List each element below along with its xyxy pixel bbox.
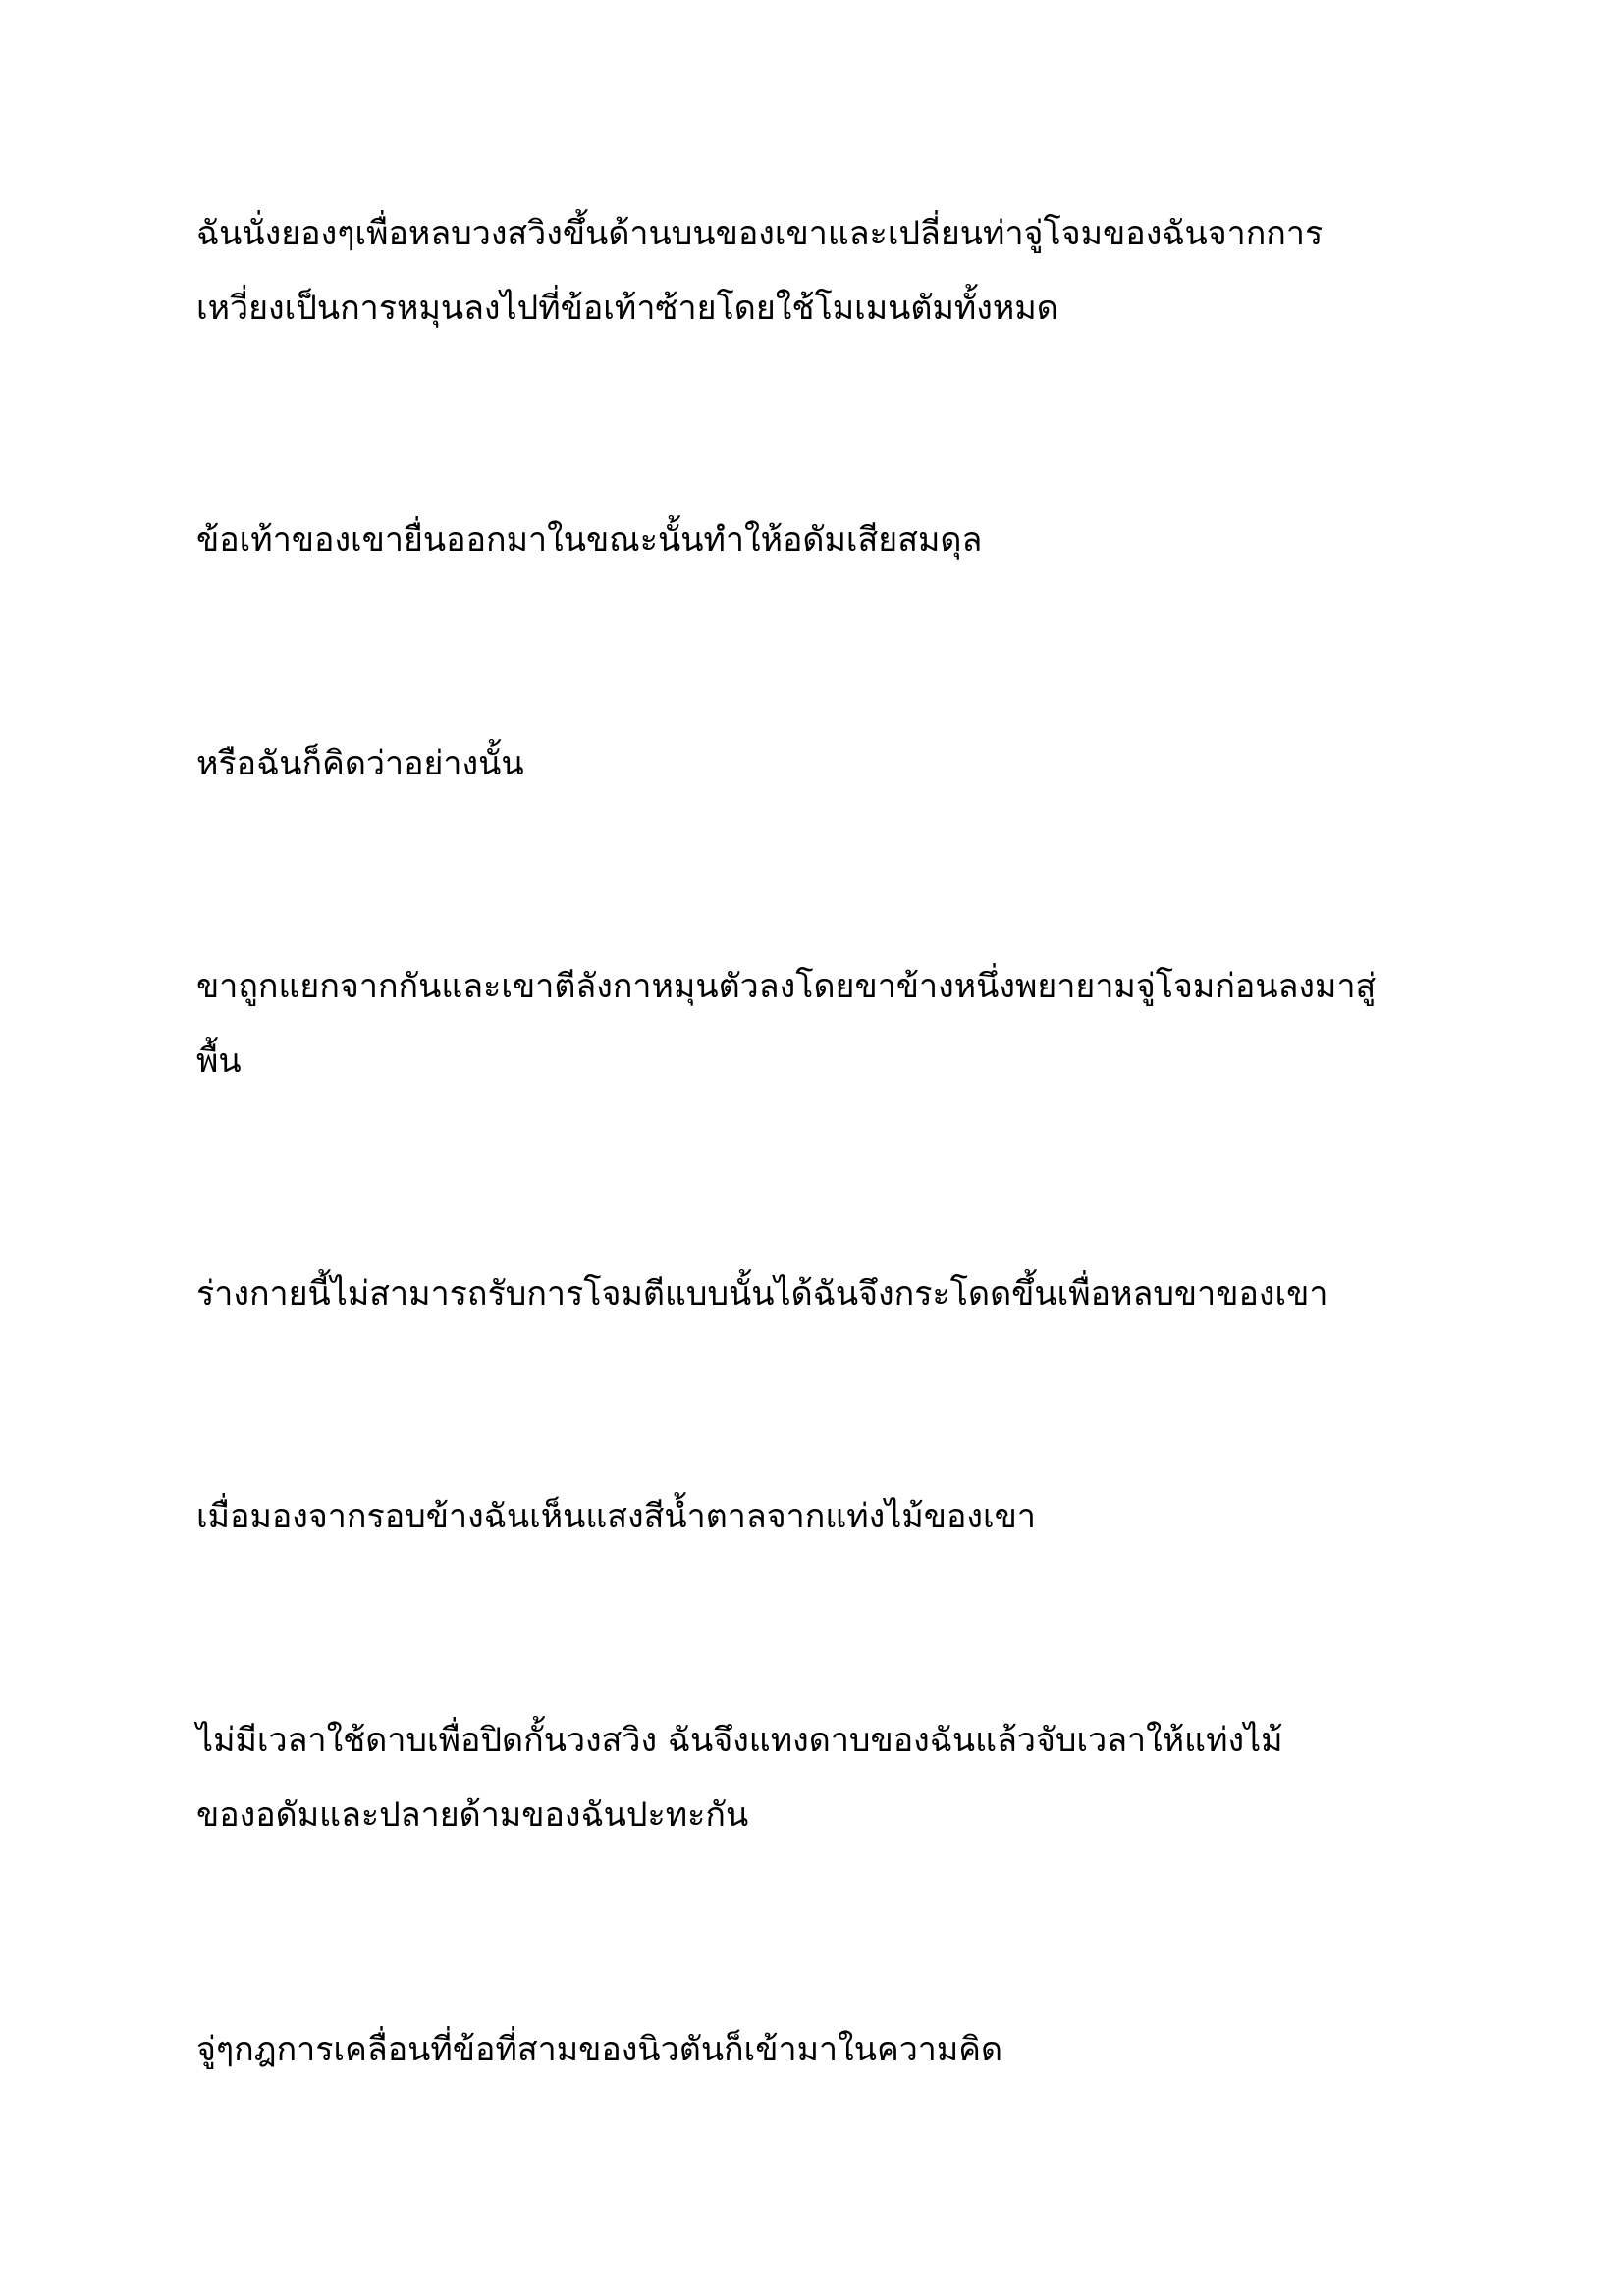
paragraph-4-line-2: พื้น	[196, 1041, 242, 1081]
paragraph-7	[196, 1703, 1434, 1852]
paragraph-4-line-1: ขาถูกแยกจากกันและเขาตีลังกาหมุนตัวลงโดยขาข้างหนึ่งพยายามจู่โจมก่อนลงมาสู่	[196, 967, 1377, 1006]
paragraph-7-line-1: ไม่มีเวลาใช้ดาบเพื่อปิดกั้นวงสวิง ฉันจึงแทงดาบของฉันแล้วจับเวลาให้แท่งไม้	[196, 1721, 1283, 1760]
paragraph-8-line-1: จู่ๆกฎการเคลื่อนที่ข้อที่สามของนิวตันก็เข้ามาในความคิด	[196, 2030, 1003, 2069]
paragraph-1	[196, 196, 1434, 346]
paragraph-1-line-1: ฉันนั่งยองๆเพื่อหลบวงสวิงขึ้นด้านบนของเขาและเปลี่ยนท่าจู่โจมของฉันจากการ	[196, 214, 1324, 253]
paragraph-3-line-1: หรือฉันก็คิดว่าอย่างนั้น	[196, 744, 524, 783]
paragraph-1-line-2: เหวี่ยงเป็นการหมุนลงไปที่ข้อเท้าซ้ายโดยใช้โมเมนตัมทั้งหมด	[196, 289, 1058, 328]
paragraph-5	[196, 1256, 1434, 1331]
paragraph-2-line-1: ข้อเท้าของเขายื่นออกมาในขณะนั้นทำให้อดัมเสียสมดุล	[196, 520, 983, 560]
paragraph-2	[196, 503, 1434, 577]
paragraph-4	[196, 949, 1434, 1098]
paragraph-6-line-1: เมื่อมองจากรอบข้างฉันเห็นแสงสีน้ำตาลจากแท่งไม้ของเขา	[196, 1497, 1036, 1536]
paragraph-5-line-1: ร่างกายนี้ไม่สามารถรับการโจมตีแบบนั้นได้ฉันจึงกระโดดขึ้นเพื่อหลบขาของเขา	[196, 1274, 1328, 1313]
paragraph-8	[196, 2012, 1434, 2087]
paragraph-6	[196, 1479, 1434, 1554]
paragraph-3	[196, 726, 1434, 801]
paragraph-7-line-2: ของอดัมและปลายด้ามของฉันปะทะกัน	[196, 1795, 749, 1835]
